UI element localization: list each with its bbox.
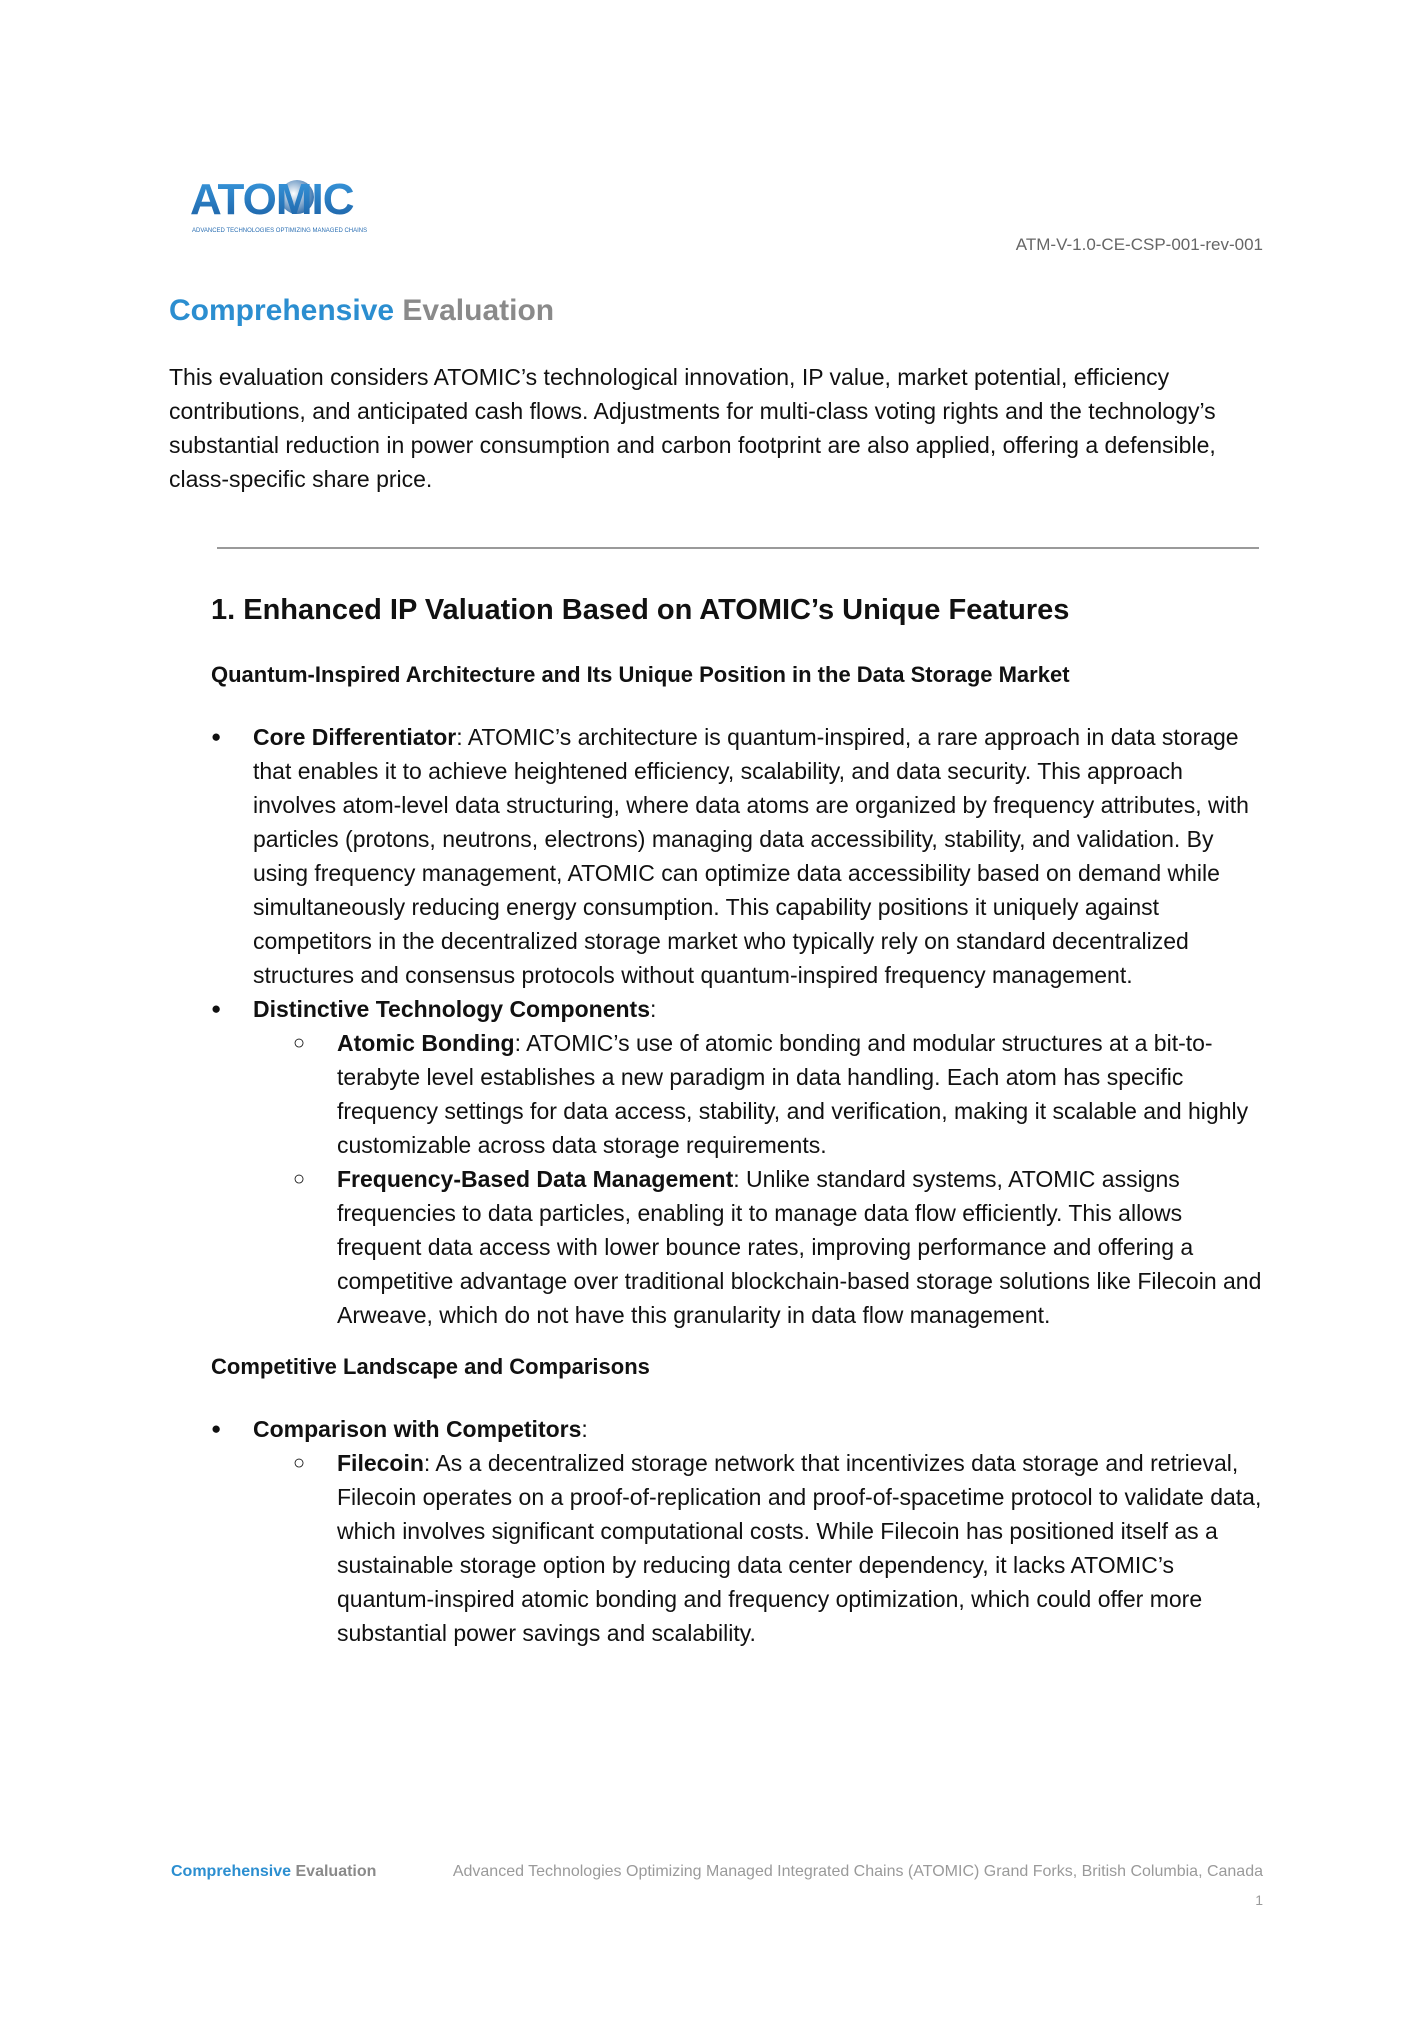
intro-paragraph: This evaluation considers ATOMIC’s technological innovation, IP value, market potential, efficiency contributions, and anticipated cash flows. Adjustments for multi-class voting rights and the technology’s substantial reduction in power consumption and carbon footprint are also applied, offering a defensible, class-specific share price. <box>169 364 1216 492</box>
footer-title <box>171 1863 376 1881</box>
list-item-label: Comparison with Competitors <box>253 1416 582 1442</box>
sub-item-filecoin <box>253 1446 1271 1650</box>
bullet-list-features <box>211 720 1271 1332</box>
list-item-technology-components <box>211 992 1271 1332</box>
sub-item-text: : ATOMIC’s use of atomic bonding and modular structures at a bit-to-terabyte level establishes a new paradigm in data handling. Each atom has specific frequency settings for data access, stability, and verification, making it scalable and highly customizable across data storage requirements. <box>337 1030 1249 1158</box>
document-id: ATM-V-1.0-CE-CSP-001-rev-001 <box>1015 235 1263 254</box>
sub-list-competitors <box>253 1446 1271 1650</box>
section-1 <box>211 590 1271 1650</box>
footer-title-part-2: Evaluation <box>295 1863 377 1880</box>
sub-item-label: Frequency-Based Data Management <box>337 1166 734 1192</box>
list-item-comparison <box>211 1412 1271 1650</box>
subheading-competitive-landscape: Competitive Landscape and Comparisons <box>211 1354 650 1379</box>
list-item-label: Distinctive Technology Components <box>253 996 650 1022</box>
list-item-label: Core Differentiator <box>253 724 457 750</box>
footer-title-part-1: Comprehensive <box>171 1863 292 1880</box>
horizontal-divider <box>217 547 1259 549</box>
sub-item-label: Atomic Bonding <box>337 1030 515 1056</box>
sub-item-label: Filecoin <box>337 1450 424 1476</box>
list-item-text: : ATOMIC’s architecture is quantum-inspired, a rare approach in data storage that enables it to achieve heightened efficiency, scalability, and data security. This approach involves atom-level data structuring, where data atoms are organized by frequency attributes, with particles (protons, neutrons, electrons) managing data accessibility, stability, and validation. By using frequency management, ATOMIC can optimize data accessibility based on demand while simultaneously reducing energy consumption. This capability positions it uniquely against competitors in the decentralized storage market who typically rely on standard decentralized structures and consensus protocols without quantum-inspired frequency management. <box>253 724 1249 988</box>
list-item-text: : <box>581 1416 588 1442</box>
list-item-core-differentiator <box>211 720 1271 992</box>
sub-item-text: : Unlike standard systems, ATOMIC assigns frequencies to data particles, enabling it to manage data flow efficiently. This allows frequent data access with lower bounce rates, improving performance and offering a competitive advantage over traditional blockchain-based storage solutions like Filecoin and Arweave, which do not have this granularity in data flow management. <box>337 1166 1262 1328</box>
logo-tagline: ADVANCED TECHNOLOGIES OPTIMIZING MANAGED CHAINS <box>192 228 368 234</box>
bullet-list-competitors <box>211 1412 1271 1650</box>
sub-item-text: : As a decentralized storage network that incentivizes data storage and retrieval, Filecoin operates on a proof-of-replication and proof-of-spacetime protocol to validate data, which involves significant computational costs. While Filecoin has positioned itself as a sustainable storage option by reducing data center dependency, it lacks ATOMIC’s quantum-inspired atomic bonding and frequency optimization, which could offer more substantial power savings and scalability. <box>337 1450 1262 1646</box>
title-part-1: Comprehensive <box>169 294 395 327</box>
title-part-2: Evaluation <box>402 294 555 327</box>
logo-text: ATOMIC <box>190 175 354 224</box>
sub-item-atomic-bonding <box>253 1026 1271 1162</box>
subheading-quantum-architecture: Quantum-Inspired Architecture and Its Unique Position in the Data Storage Market <box>211 662 1070 687</box>
sub-item-frequency-management <box>253 1162 1271 1332</box>
sub-list-components <box>253 1026 1271 1332</box>
footer-company: Advanced Technologies Optimizing Managed Integrated Chains (ATOMIC) Grand Forks, British Columbia, Canada <box>452 1863 1263 1880</box>
page-number: 1 <box>1255 1892 1263 1908</box>
list-item-text: : <box>650 996 657 1022</box>
page-title <box>169 294 554 328</box>
atomic-logo <box>188 172 428 242</box>
section-1-heading: 1. Enhanced IP Valuation Based on ATOMIC’s Unique Features <box>211 594 1070 626</box>
